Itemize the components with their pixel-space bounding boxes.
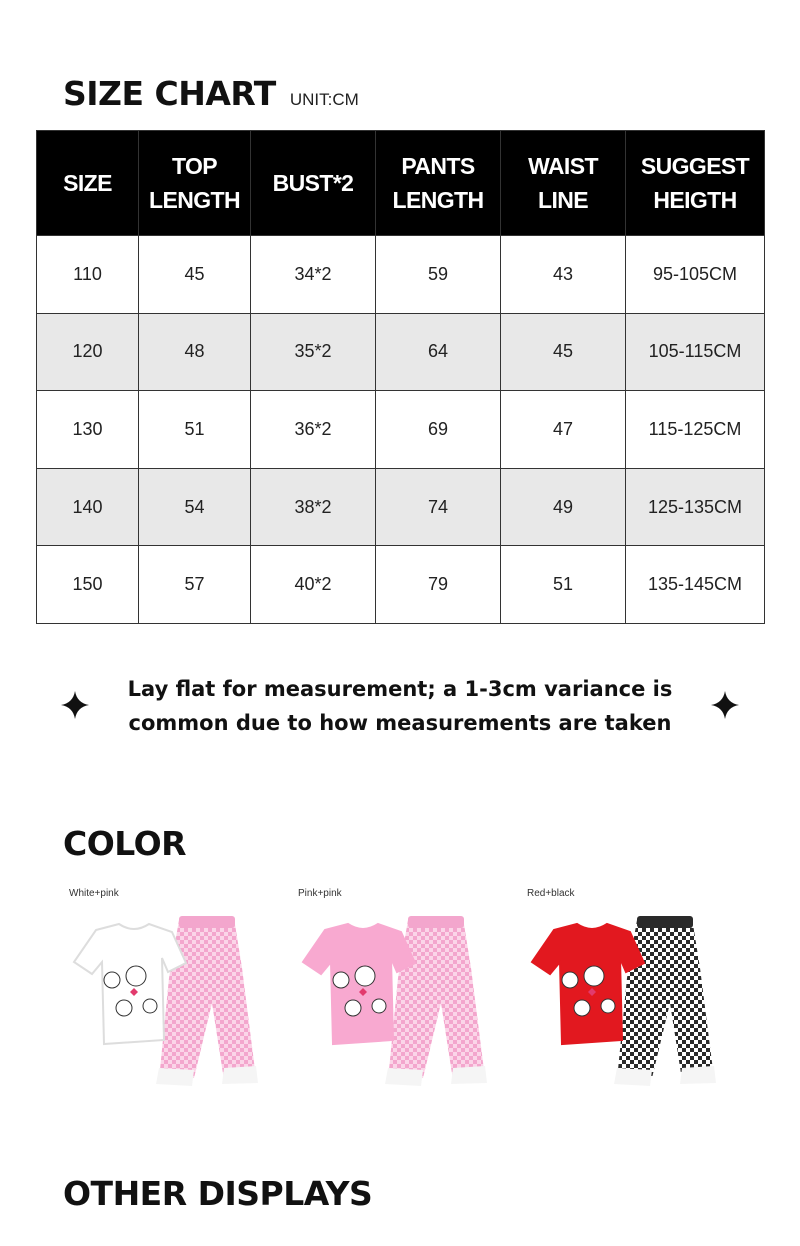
table-header-text: HEIGTH bbox=[653, 187, 737, 213]
color-option-label: White+pink bbox=[69, 888, 119, 899]
table-cell: 105-115CM bbox=[626, 313, 765, 391]
table-cell: 34*2 bbox=[251, 236, 376, 314]
table-header-text: SIZE bbox=[63, 170, 112, 196]
table-cell: 51 bbox=[501, 546, 626, 624]
table-cell: 40*2 bbox=[251, 546, 376, 624]
table-cell: 110 bbox=[37, 236, 139, 314]
table-cell: 57 bbox=[139, 546, 251, 624]
table-cell: 43 bbox=[501, 236, 626, 314]
table-header-text: WAIST LINE bbox=[528, 153, 598, 213]
color-option-label: Pink+pink bbox=[298, 888, 342, 899]
table-header-cell bbox=[139, 131, 251, 236]
table-cell: 48 bbox=[139, 313, 251, 391]
table-cell: 115-125CM bbox=[626, 391, 765, 469]
table-cell: 45 bbox=[501, 313, 626, 391]
table-header-text: BUST*2 bbox=[272, 170, 354, 196]
table-header-cell bbox=[376, 131, 501, 236]
table-cell: 38*2 bbox=[251, 468, 376, 546]
table-cell: 45 bbox=[139, 236, 251, 314]
table-cell: 130 bbox=[37, 391, 139, 469]
table-row bbox=[37, 391, 765, 469]
size-chart-unit: UNIT:CM bbox=[289, 90, 359, 109]
table-header-text: LENGTH bbox=[392, 187, 484, 213]
outfit-image bbox=[293, 908, 493, 1088]
size-chart-table bbox=[36, 130, 765, 624]
table-cell: 47 bbox=[501, 391, 626, 469]
table-header-cell bbox=[501, 131, 626, 236]
table-cell: 51 bbox=[139, 391, 251, 469]
sparkle-star-icon bbox=[60, 690, 90, 720]
table-cell: 79 bbox=[376, 546, 501, 624]
table-cell: 150 bbox=[37, 546, 139, 624]
color-option[interactable] bbox=[293, 888, 513, 1098]
table-cell: 140 bbox=[37, 468, 139, 546]
table-header-text: SUGGEST bbox=[640, 153, 750, 179]
table-cell: 49 bbox=[501, 468, 626, 546]
table-row bbox=[37, 313, 765, 391]
color-option[interactable] bbox=[64, 888, 284, 1098]
table-header-cell bbox=[626, 131, 765, 236]
table-cell: 69 bbox=[376, 391, 501, 469]
table-header-text: PANTS bbox=[401, 153, 475, 179]
color-section-title: COLOR bbox=[63, 824, 187, 863]
other-displays-title: OTHER DISPLAYS bbox=[63, 1174, 373, 1213]
outfit-image bbox=[64, 908, 264, 1088]
table-cell: 64 bbox=[376, 313, 501, 391]
size-chart-title: SIZE CHART bbox=[63, 74, 276, 113]
table-cell: 59 bbox=[376, 236, 501, 314]
table-cell: 54 bbox=[139, 468, 251, 546]
measurement-note bbox=[60, 672, 740, 742]
table-row bbox=[37, 236, 765, 314]
sparkle-star-icon bbox=[710, 690, 740, 720]
table-row bbox=[37, 468, 765, 546]
color-option-label: Red+black bbox=[527, 888, 575, 899]
measurement-note-text: Lay flat for measurement; a 1-3cm variance is common due to how measurements are taken bbox=[127, 677, 673, 735]
table-cell: 74 bbox=[376, 468, 501, 546]
table-row bbox=[37, 546, 765, 624]
table-cell: 95-105CM bbox=[626, 236, 765, 314]
size-chart-header bbox=[63, 74, 359, 113]
table-body bbox=[37, 236, 765, 624]
table-header-cell bbox=[37, 131, 139, 236]
table-cell: 35*2 bbox=[251, 313, 376, 391]
table-cell: 36*2 bbox=[251, 391, 376, 469]
table-header-cell bbox=[251, 131, 376, 236]
table-header-text: LENGTH bbox=[149, 187, 240, 213]
color-option[interactable] bbox=[522, 888, 742, 1098]
table-cell: 135-145CM bbox=[626, 546, 765, 624]
outfit-image bbox=[522, 908, 722, 1088]
table-header-row bbox=[37, 131, 765, 236]
table-cell: 120 bbox=[37, 313, 139, 391]
table-cell: 125-135CM bbox=[626, 468, 765, 546]
table-header-text: TOP bbox=[171, 153, 218, 179]
